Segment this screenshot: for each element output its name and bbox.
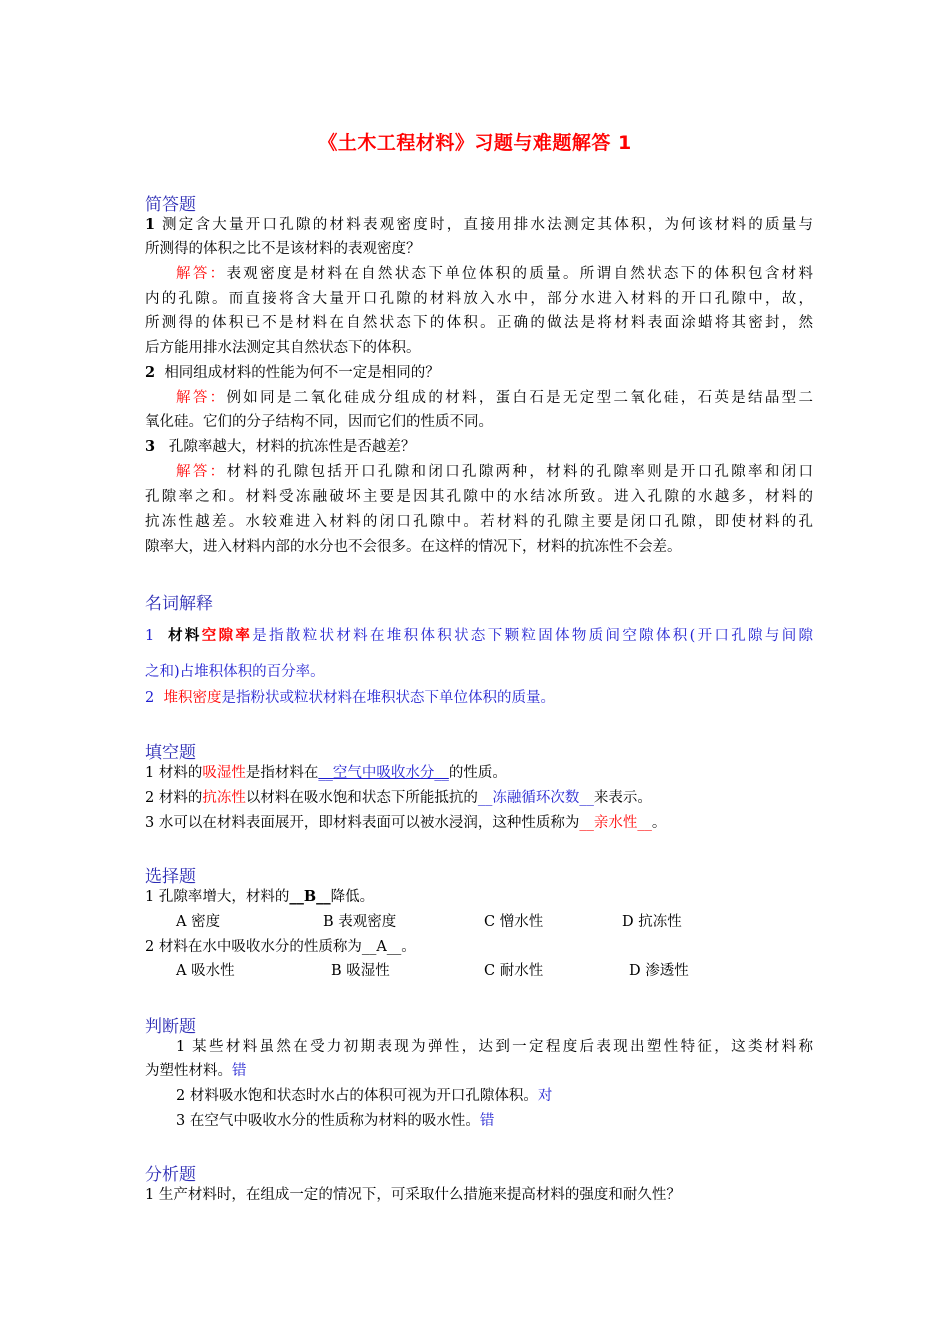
judge-2-answer: 对: [537, 1088, 553, 1104]
fill-3-line: [145, 811, 813, 835]
fill-1-line: [145, 761, 813, 785]
term-1-number: 1: [145, 628, 155, 644]
term-2-line: [145, 686, 813, 710]
choice-1-option-c: C 憎水性: [484, 914, 544, 930]
choice-1-answer: __B__: [289, 888, 331, 905]
section-judge-heading: 判断题: [145, 1017, 196, 1037]
answer-label: 解答：: [176, 464, 227, 480]
answer-1-line-1: [176, 262, 813, 286]
judge-1-text: 为塑性材料。: [145, 1063, 232, 1079]
fill-2-answer: __冻融循环次数__: [477, 790, 594, 806]
question-2-line-1: [145, 361, 813, 385]
fill-1-suffix: 的性质。: [448, 765, 507, 781]
question-2-text: 相同组成材料的性能为何不一定是相同的？: [164, 365, 440, 381]
answer-1-line-3: 所测得的体积已不是材料在自然状态下的体积。正确的做法是将材料表面涂蜡将其密封，然: [145, 315, 813, 331]
section-terms-heading: 名词解释: [145, 594, 213, 614]
fill-1-prefix: 1 材料的: [145, 765, 203, 781]
judge-1-answer: 错: [232, 1063, 247, 1079]
answer-3-line-3: 抗冻性越差。水较难进入材料的闭口孔隙中。若材料的孔隙主要是闭口孔隙，即使材料的孔: [145, 514, 813, 530]
term-2-number: 2: [145, 690, 155, 706]
choice-1-stem-suffix: 降低。: [330, 889, 375, 905]
answer-label: 解答：: [176, 390, 227, 406]
answer-3-line-1: [176, 460, 813, 484]
section-choice-heading: 选择题: [145, 867, 196, 887]
section-fill-heading: 填空题: [145, 743, 196, 763]
choice-1-option-a: A 密度: [176, 914, 221, 930]
fill-2-line: [145, 786, 813, 810]
judge-1-line-1: 1 某些材料虽然在受力初期表现为弹性，达到一定程度后表现出塑性特征，这类材料称: [176, 1039, 813, 1055]
choice-2-option-c: C 耐水性: [484, 963, 544, 979]
judge-1-line-2: [145, 1059, 813, 1083]
question-1-line-1: [145, 213, 813, 237]
fill-3-prefix: 3 水可以在材料表面展开，即材料表面可以被水浸润，这种性质称为: [145, 815, 580, 831]
answer-2-line-2: 氧化硅。它们的分子结构不同，因而它们的性质不同。: [145, 414, 493, 430]
analysis-1-line: 1 生产材料时，在组成一定的情况下，可采取什么措施来提高材料的强度和耐久性？: [145, 1187, 681, 1203]
answer-2-text: 例如同是二氧化硅成分组成的材料，蛋白石是无定型二氧化硅，石英是结晶型二: [226, 390, 814, 406]
fill-3-suffix: 。: [651, 815, 667, 831]
question-1-line-2: 所测得的体积之比不是该材料的表观密度？: [145, 241, 421, 257]
choice-2-stem: 2 材料在水中吸收水分的性质称为__A__。: [145, 939, 416, 955]
choice-1-stem: [145, 885, 813, 909]
judge-3-text: 3 在空气中吸收水分的性质称为材料的吸水性。: [176, 1113, 480, 1129]
answer-1-line-2: 内的孔隙。而直接将含大量开口孔隙的材料放入水中，部分水进入材料的开口孔隙中，故，: [145, 291, 813, 307]
term-1-definition: 是指散粒状材料在堆积体积状态下颗粒固体物质间空隙体积(开口孔隙与间隙: [252, 628, 814, 644]
answer-1-line-4: 后方能用排水法测定其自然状态下的体积。: [145, 340, 421, 356]
term-1-line-2: 之和)占堆积体积的百分率。: [145, 664, 325, 680]
fill-2-prefix: 2 材料的: [145, 790, 203, 806]
judge-2-line: [176, 1084, 813, 1108]
fill-1-term: 吸湿性: [202, 765, 246, 781]
choice-2-option-d: D 渗透性: [629, 963, 689, 979]
choice-1-option-d: D 抗冻性: [622, 914, 682, 930]
page-title: 《土木工程材料》习题与难题解答 1: [318, 132, 632, 154]
fill-1-answer: __空气中吸收水分__: [318, 765, 449, 781]
term-2-definition: 是指粉状或粒状材料在堆积状态下单位体积的质量。: [221, 690, 555, 706]
question-3-text: 孔隙率越大，材料的抗冻性是否越差？: [168, 439, 416, 455]
answer-3-text: 材料的孔隙包括开口孔隙和闭口孔隙两种，材料的孔隙率则是开口孔隙率和闭口: [226, 464, 814, 480]
choice-1-option-b: B 表观密度: [323, 914, 397, 930]
judge-3-answer: 错: [479, 1113, 495, 1129]
question-1-text: 测定含大量开口孔隙的材料表观密度时，直接用排水法测定其体积，为何该材料的质量与: [161, 217, 814, 233]
choice-1-stem-prefix: 1 孔隙率增大，材料的: [145, 889, 290, 905]
question-3-line-1: [145, 435, 813, 459]
answer-3-line-2: 孔隙率之和。材料受冻融破坏主要是因其孔隙中的水结冰所致。进入孔隙的水越多，材料的: [145, 489, 813, 505]
judge-3-line: [176, 1109, 813, 1133]
judge-2-text: 2 材料吸水饱和状态时水占的体积可视为开口孔隙体积。: [176, 1088, 538, 1104]
fill-3-answer: __亲水性__: [579, 815, 652, 831]
answer-1-text: 表观密度是材料在自然状态下单位体积的质量。所谓自然状态下的体积包含材料: [226, 266, 814, 282]
term-1-line-1: [145, 624, 813, 648]
choice-2-option-b: B 吸湿性: [331, 963, 390, 979]
choice-2-option-a: A 吸水性: [176, 963, 235, 979]
question-3-number: 3: [145, 438, 156, 455]
term-1-term: 空隙率: [201, 627, 253, 644]
section-short-answer-heading: 简答题: [145, 195, 196, 215]
answer-3-line-4: 隙率大，进入材料内部的水分也不会很多。在这样的情况下，材料的抗冻性不会差。: [145, 539, 682, 555]
term-2-term: 堆积密度: [163, 690, 222, 706]
answer-2-line-1: [176, 386, 813, 410]
question-2-number: 2: [145, 364, 156, 381]
section-analysis-heading: 分析题: [145, 1165, 196, 1185]
fill-2-mid: 以材料在吸水饱和状态下所能抵抗的: [245, 790, 478, 806]
fill-2-suffix: 来表示。: [593, 790, 652, 806]
question-1-number: 1: [145, 216, 156, 233]
fill-1-mid: 是指材料在: [245, 765, 319, 781]
answer-label: 解答：: [176, 266, 227, 282]
fill-2-term: 抗冻性: [202, 790, 246, 806]
term-1-prefix: 材料: [168, 627, 202, 644]
